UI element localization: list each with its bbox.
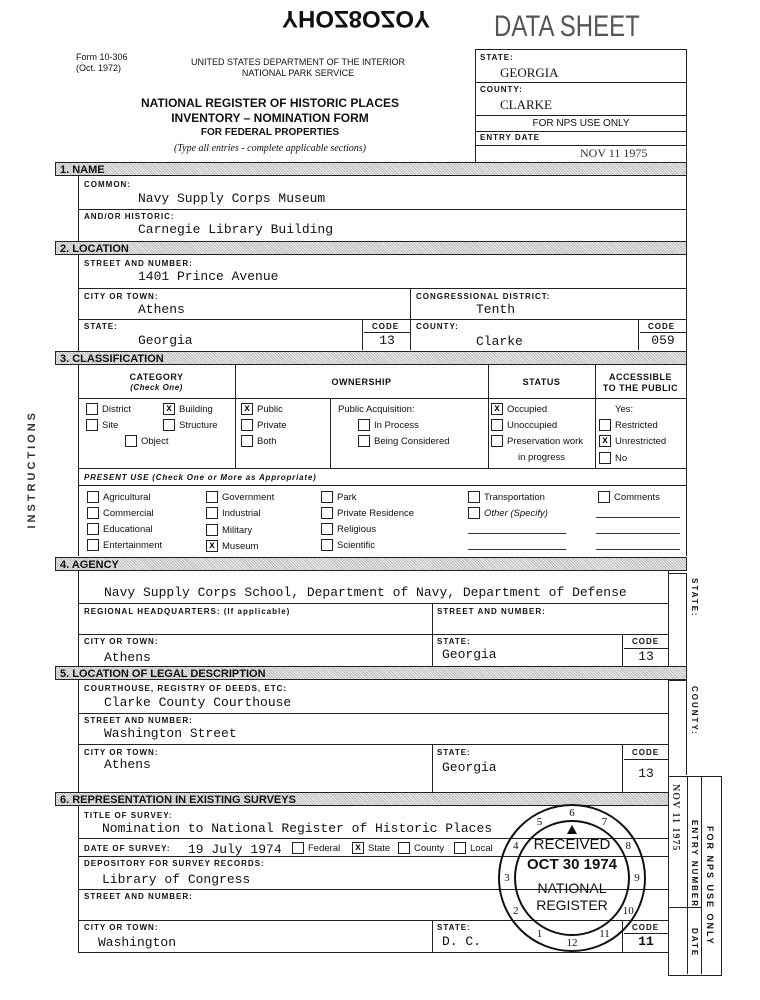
street-label: STREET AND NUMBER: bbox=[84, 259, 193, 268]
checkbox-object[interactable]: Object bbox=[125, 435, 168, 447]
section-2-location-header: 2. LOCATION bbox=[55, 241, 687, 255]
city-label: CITY OR TOWN: bbox=[84, 292, 159, 301]
legal-code-label: CODE bbox=[632, 748, 660, 757]
state-value: Georgia bbox=[138, 333, 193, 348]
common-name-label: COMMON: bbox=[84, 180, 131, 189]
check-one-note: (Check One) bbox=[130, 383, 183, 392]
side-county-box bbox=[668, 680, 687, 775]
stamp-received: RECEIVED bbox=[533, 836, 611, 853]
section-4-agency-header: 4. AGENCY bbox=[55, 557, 687, 571]
nps-county-value: CLARKE bbox=[500, 97, 552, 112]
depository-city-label: CITY OR TOWN: bbox=[84, 923, 159, 932]
legal-city-value: Athens bbox=[104, 757, 151, 772]
checkbox-commercial[interactable]: Commercial bbox=[87, 507, 154, 519]
stamp-national: NATIONAL bbox=[537, 880, 607, 896]
checkbox-public[interactable]: x Public bbox=[241, 403, 283, 415]
checkbox-district[interactable]: District bbox=[86, 403, 131, 415]
side-state-box bbox=[668, 573, 687, 681]
entry-date-stamp: NOV 11 1975 bbox=[580, 146, 648, 160]
stamp-number: 9 bbox=[634, 872, 640, 884]
side-stamp-date: NOV 11 1975 bbox=[670, 784, 681, 852]
public-acquisition-label: Public Acquisition: bbox=[338, 404, 415, 415]
legal-state-value: Georgia bbox=[442, 760, 497, 775]
checkbox-unrestricted[interactable]: x Unrestricted bbox=[599, 435, 666, 447]
agency-state-label: STATE: bbox=[437, 637, 471, 646]
stamp-number: 3 bbox=[504, 872, 510, 884]
form-subtitle-federal: FOR FEDERAL PROPERTIES bbox=[200, 127, 340, 138]
checkbox-state[interactable]: x State bbox=[352, 842, 390, 854]
county-code-value: 059 bbox=[640, 332, 686, 348]
depository-value: Library of Congress bbox=[102, 872, 251, 887]
stamp-number: 1 bbox=[536, 928, 543, 941]
district-value: Tenth bbox=[476, 302, 516, 317]
stamp-number: 8 bbox=[625, 839, 632, 852]
checkbox-scientific[interactable]: Scientific bbox=[321, 539, 375, 551]
survey-title-value: Nomination to National Register of Historic Places bbox=[102, 821, 493, 836]
checkbox-no[interactable]: No bbox=[599, 452, 627, 464]
checkbox-county[interactable]: County bbox=[398, 842, 444, 854]
courthouse-label: COURTHOUSE, REGISTRY OF DEEDS, ETC: bbox=[84, 684, 288, 693]
stamp-number: 2 bbox=[512, 904, 519, 917]
checkbox-in-process[interactable]: In Process bbox=[358, 419, 419, 431]
legal-state-label: STATE: bbox=[437, 748, 471, 757]
stamp-number: 7 bbox=[601, 815, 608, 828]
depository-street-label: STREET AND NUMBER: bbox=[84, 892, 193, 901]
legal-city-label: CITY OR TOWN: bbox=[84, 748, 159, 757]
checkbox-both[interactable]: Both bbox=[241, 435, 277, 447]
checkbox-entertainment[interactable]: Entertainment bbox=[87, 539, 162, 551]
county-value: Clarke bbox=[476, 334, 523, 349]
city-value: Athens bbox=[138, 302, 185, 317]
checkbox-private-residence[interactable]: Private Residence bbox=[321, 507, 414, 519]
checkbox-other[interactable]: Other (Specify) bbox=[468, 507, 548, 519]
checkbox-federal[interactable]: Federal bbox=[292, 842, 340, 854]
stamp-ring-icon bbox=[497, 803, 647, 953]
legal-street-label: STREET AND NUMBER: bbox=[84, 716, 193, 725]
ownership-header: OWNERSHIP bbox=[331, 377, 392, 387]
county-code-label: CODE bbox=[648, 322, 676, 331]
department-name: UNITED STATES DEPARTMENT OF THE INTERIOR bbox=[190, 57, 406, 67]
accessible-header: ACCESSIBLE bbox=[608, 372, 672, 382]
depository-label: DEPOSITORY FOR SURVEY RECORDS: bbox=[84, 859, 265, 868]
form-date: (Oct. 1972) bbox=[76, 63, 122, 73]
historic-name-value: Carnegie Library Building bbox=[138, 222, 334, 237]
checkbox-site[interactable]: Site bbox=[86, 419, 118, 431]
legal-street-value: Washington Street bbox=[104, 726, 237, 741]
category-header: CATEGORY bbox=[129, 372, 184, 382]
checkbox-unoccupied[interactable]: Unoccupied bbox=[491, 419, 557, 431]
agency-city-value: Athens bbox=[104, 650, 151, 665]
nps-state-label: STATE: bbox=[480, 53, 514, 62]
checkbox-occupied[interactable]: x Occupied bbox=[491, 403, 547, 415]
form-subtitle: INVENTORY – NOMINATION FORM bbox=[171, 111, 369, 125]
checkbox-local[interactable]: Local bbox=[454, 842, 493, 854]
agency-state-value: Georgia bbox=[442, 647, 497, 662]
accessible-header-2: TO THE PUBLIC bbox=[602, 383, 679, 393]
service-name: NATIONAL PARK SERVICE bbox=[241, 68, 355, 78]
district-label: CONGRESSIONAL DISTRICT: bbox=[416, 292, 551, 301]
side-date-label: DATE bbox=[690, 928, 699, 958]
legal-code-value: 13 bbox=[624, 759, 668, 781]
survey-date-value: 19 July 1974 bbox=[188, 842, 282, 857]
stamp-number: 6 bbox=[569, 807, 575, 819]
state-label: STATE: bbox=[84, 322, 118, 331]
checkbox-industrial[interactable]: Industrial bbox=[206, 507, 261, 519]
depository-city-value: Washington bbox=[98, 935, 177, 950]
side-county-label: COUNTY: bbox=[690, 686, 699, 736]
yes-label: Yes: bbox=[615, 404, 634, 415]
county-label: COUNTY: bbox=[416, 322, 459, 331]
checkbox-preservation-work[interactable]: Preservation work bbox=[491, 435, 583, 447]
stamp-number: 11 bbox=[599, 928, 610, 941]
agency-value: Navy Supply Corps School, Department of Navy, Department of Defense bbox=[104, 585, 627, 600]
section-3-classification-header: 3. CLASSIFICATION bbox=[55, 351, 687, 365]
stamp-number: 10 bbox=[622, 904, 634, 917]
stamp-number: 4 bbox=[512, 839, 519, 852]
depository-state-label: STATE: bbox=[437, 923, 471, 932]
checkbox-restricted[interactable]: Restricted bbox=[599, 419, 658, 431]
received-stamp bbox=[497, 803, 647, 953]
depository-state-value: D. C. bbox=[442, 934, 482, 949]
checkbox-comments[interactable]: Comments bbox=[598, 491, 660, 503]
checkbox-park[interactable]: Park bbox=[321, 491, 357, 503]
stamp-number: 5 bbox=[536, 815, 543, 828]
checkbox-building[interactable]: x Building bbox=[163, 403, 213, 415]
common-name-value: Navy Supply Corps Museum bbox=[138, 191, 326, 206]
survey-title-label: TITLE OF SURVEY: bbox=[84, 811, 173, 820]
agency-code-label: CODE bbox=[632, 637, 660, 646]
nps-use-only: FOR NPS USE ONLY bbox=[532, 118, 630, 129]
survey-date-label: DATE OF SURVEY: bbox=[84, 844, 171, 853]
street-value: 1401 Prince Avenue bbox=[138, 269, 279, 284]
preservation-in-progress-label: in progress bbox=[518, 452, 565, 463]
data-sheet-title: DATA SHEET bbox=[494, 10, 640, 43]
courthouse-value: Clarke County Courthouse bbox=[104, 695, 292, 710]
checkbox-agricultural[interactable]: Agricultural bbox=[87, 491, 151, 503]
checkbox-transportation[interactable]: Transportation bbox=[468, 491, 545, 503]
section-5-legal-description-header: 5. LOCATION OF LEGAL DESCRIPTION bbox=[55, 666, 687, 680]
depository-code-value: 11 bbox=[624, 933, 668, 949]
checkbox-museum[interactable]: x Museum bbox=[206, 540, 258, 552]
checkbox-religious[interactable]: Religious bbox=[321, 523, 376, 535]
stamp-number: 12 bbox=[566, 937, 578, 949]
side-state-label: STATE: bbox=[690, 578, 699, 618]
regional-hq-label: REGIONAL HEADQUARTERS: (If applicable) bbox=[84, 607, 291, 616]
checkbox-educational[interactable]: Educational bbox=[87, 523, 153, 535]
entry-number-label: ENTRY NUMBER bbox=[690, 820, 699, 909]
agency-code-value: 13 bbox=[624, 648, 668, 664]
state-code-value: 13 bbox=[364, 332, 410, 348]
historic-name-label: AND/OR HISTORIC: bbox=[84, 212, 175, 221]
checkbox-government[interactable]: Government bbox=[206, 491, 274, 503]
entry-date-label: ENTRY DATE bbox=[480, 133, 541, 142]
checkbox-private[interactable]: Private bbox=[241, 419, 287, 431]
nps-county-label: COUNTY: bbox=[480, 85, 523, 94]
form-number: Form 10-306 bbox=[76, 52, 128, 62]
checkbox-military[interactable]: Military bbox=[206, 524, 252, 536]
nps-state-value: GEORGIA bbox=[500, 65, 559, 80]
agency-city-label: CITY OR TOWN: bbox=[84, 637, 159, 646]
state-code-label: CODE bbox=[372, 322, 400, 331]
form-title: NATIONAL REGISTER OF HISTORIC PLACES bbox=[140, 96, 400, 110]
checkbox-being-considered[interactable]: Being Considered bbox=[358, 435, 450, 447]
checkbox-structure[interactable]: Structure bbox=[163, 419, 218, 431]
status-header: STATUS bbox=[522, 377, 561, 387]
agency-street-label: STREET AND NUMBER: bbox=[437, 607, 546, 616]
section-6-surveys-header: 6. REPRESENTATION IN EXISTING SURVEYS bbox=[55, 792, 669, 806]
handwritten-id: YHOZ8OZOY bbox=[282, 5, 431, 32]
form-instructions: (Type all entries - complete applicable sections) bbox=[174, 143, 366, 154]
side-nps-use-only: FOR NPS USE ONLY bbox=[705, 826, 715, 946]
section-1-name-header: 1. NAME bbox=[55, 162, 687, 176]
present-use-label: PRESENT USE (Check One or More as Appropriate) bbox=[84, 473, 317, 482]
margin-instructions: INSTRUCTIONS bbox=[26, 410, 38, 529]
depository-code-label: CODE bbox=[632, 923, 660, 932]
stamp-date: OCT 30 1974 bbox=[526, 856, 618, 873]
stamp-register: REGISTER bbox=[536, 897, 608, 913]
